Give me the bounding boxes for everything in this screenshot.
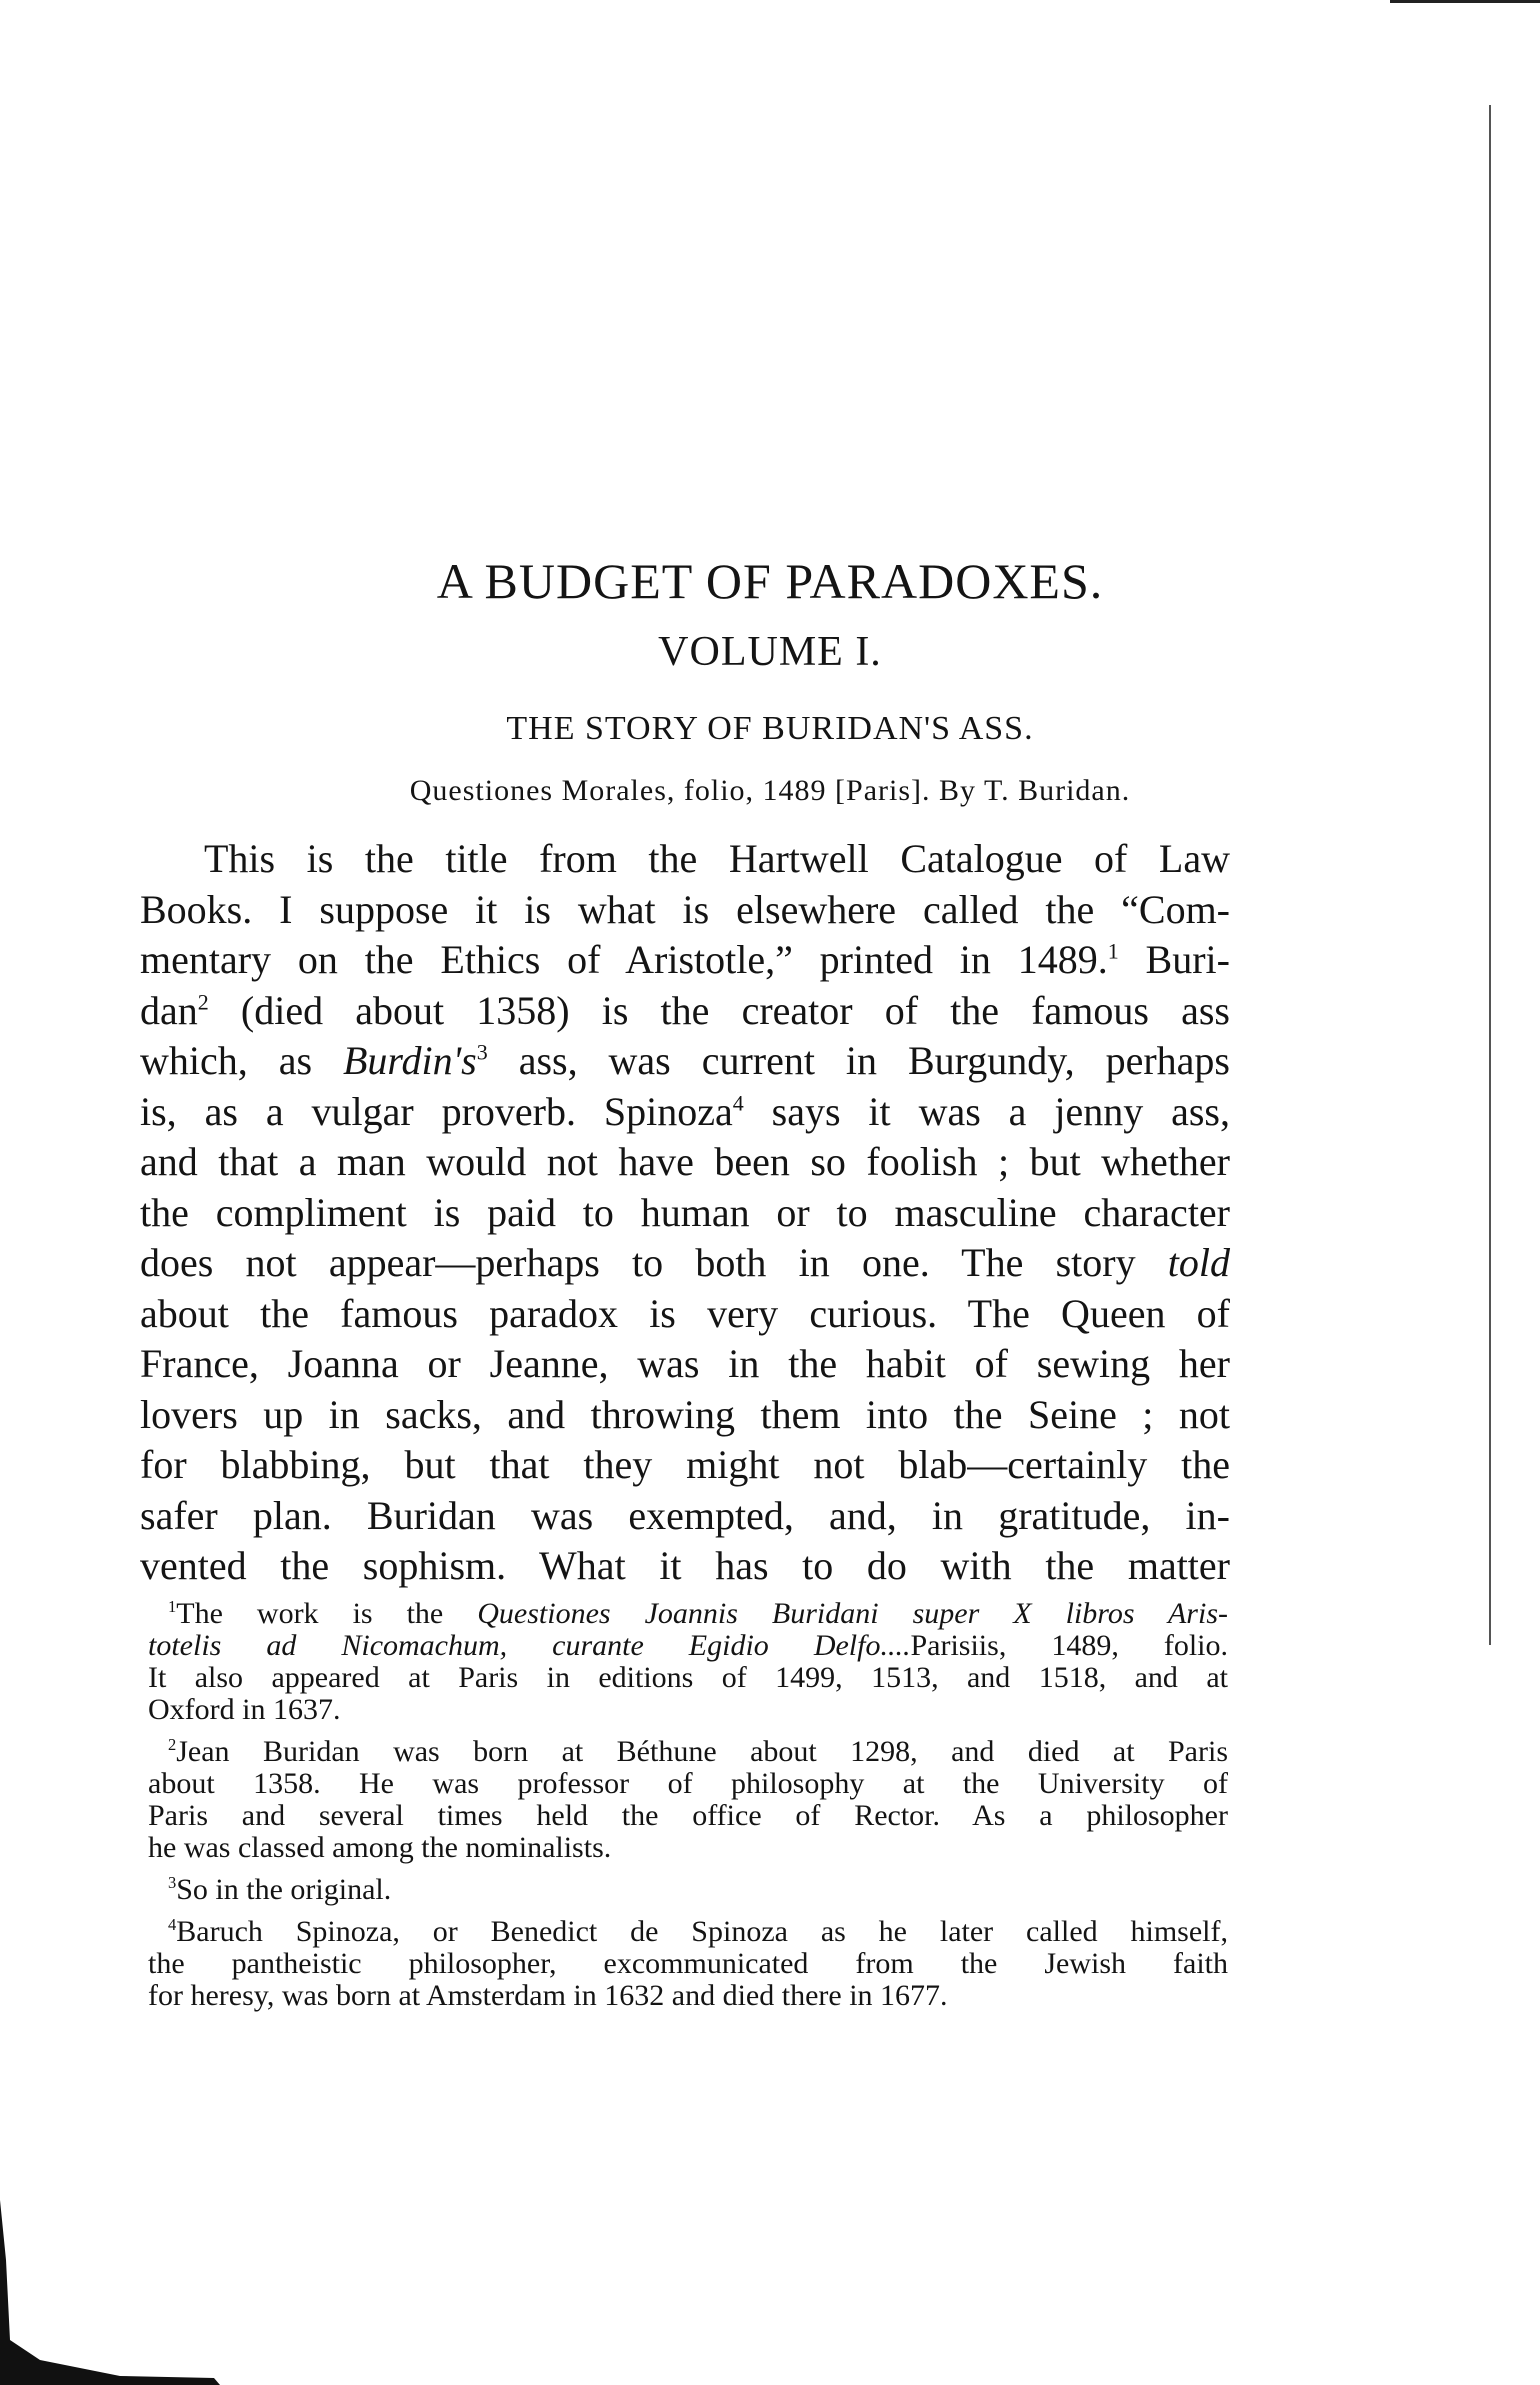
footnote-2: $^2$Jean Buridan was born at Béthune about 1298, and died at Paris about 1358. He was professor of philosophy at the University of Paris and several times held the office of Rector. As a philosopher he was classed among the nominalists. xyxy=(148,1735,1228,1864)
footnote-mark: 1 xyxy=(168,1597,177,1616)
footnote-ref: 3 xyxy=(476,1039,488,1065)
body-line: and that a man would not have been so foolish ; but whether xyxy=(140,1139,1230,1184)
footnote-3: $^3$So in the original. xyxy=(168,1873,392,1906)
scan-corner-shadow xyxy=(0,2200,220,2385)
body-line: vented the sophism. What it has to do with the matter xyxy=(140,1543,1230,1588)
footnote-4: $^4$Baruch Spinoza, or Benedict de Spinoza as he later called himself, the pantheistic philosopher, excommunicated from the Jewish faith for heresy, was born at Amsterdam in 1632 and died there in 1677. xyxy=(148,1915,1228,2012)
body-line: which, as $Burdin's^3$ ass, was current in Burgundy, perhaps xyxy=(140,1038,1230,1083)
page-gutter-line xyxy=(1489,105,1491,1645)
book-title: A BUDGET OF PARADOXES. xyxy=(436,553,1104,609)
body-line: France, Joanna or Jeanne, was in the habit of sewing her xyxy=(140,1341,1230,1386)
body-line: dan$^2$ (died about 1358) is the creator of the famous ass xyxy=(140,987,1230,1033)
footnotes xyxy=(148,1598,1228,2022)
body-line: the compliment is paid to human or to masculine character xyxy=(140,1189,1230,1235)
body-line: is, as a vulgar proverb. Spinoza$^4$ says it was a jenny ass, xyxy=(140,1088,1230,1134)
footnote-ref: 4 xyxy=(732,1090,744,1116)
scan-edge-rule xyxy=(1390,0,1540,3)
body-line: about the famous paradox is very curious. The Queen of xyxy=(140,1290,1230,1336)
body-line: lovers up in sacks, and throwing them into the Seine ; not xyxy=(140,1391,1230,1437)
chapter-heading: THE STORY OF BURIDAN'S ASS. xyxy=(506,710,1034,747)
citation-line: Questiones Morales, folio, 1489 [Paris]. By T. Buridan. xyxy=(409,774,1131,807)
footnote-ref: 1 xyxy=(1107,938,1119,964)
body-text xyxy=(140,834,1230,1592)
footnote-mark: 4 xyxy=(168,1915,177,1934)
footnote-1: $^1$The work is the Questiones Joannis Buridani super X libros Aris- totelis ad Nicomachum, curante Egidio Delfo....Parisiis, 1489, folio. It also appeared at Paris in editions of 1499, 1513, and 1518, and at Oxford in 1637. xyxy=(148,1597,1228,1726)
body-line: mentary on the Ethics of Aristotle,” printed in 1489.$^1$ Buri- xyxy=(140,937,1230,982)
body-line: does not appear—perhaps to both in one. The story told xyxy=(140,1240,1230,1285)
body-line: safer plan. Buridan was exempted, and, in gratitude, in- xyxy=(140,1492,1230,1538)
body-line: This is the title from the Hartwell Catalogue of Law xyxy=(204,836,1230,881)
footnote-ref: 2 xyxy=(197,989,209,1015)
volume-heading: VOLUME I. xyxy=(658,629,882,675)
body-line: for blabbing, but that they might not blab—certainly the xyxy=(140,1442,1230,1487)
body-line: Books. I suppose it is what is elsewhere called the “Com- xyxy=(140,886,1230,932)
footnote-mark: 2 xyxy=(168,1735,177,1754)
footnote-mark: 3 xyxy=(168,1873,177,1892)
